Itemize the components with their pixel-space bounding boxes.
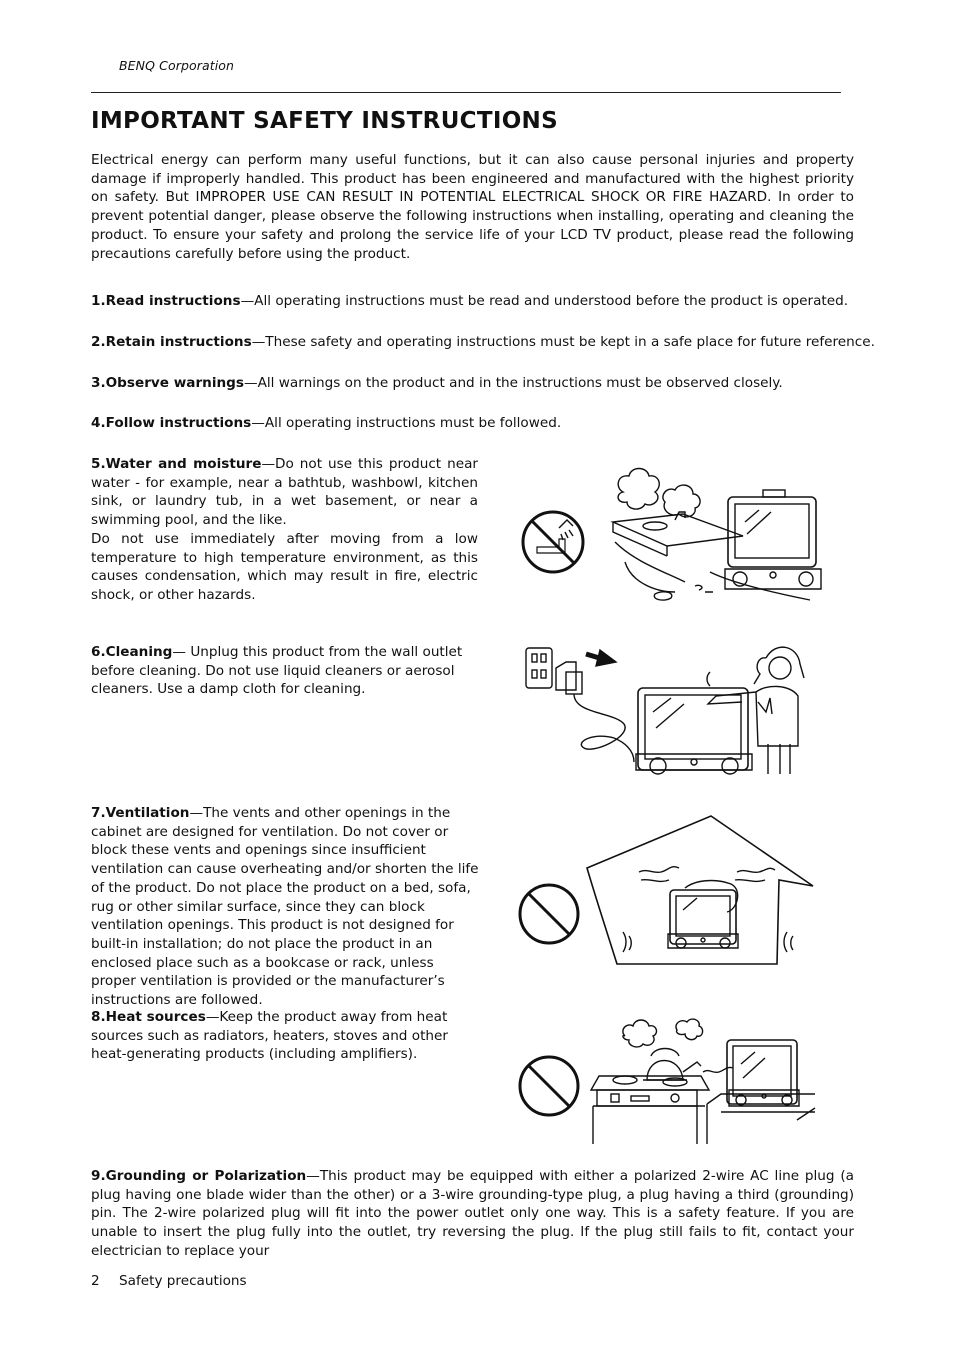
instruction-heading: 8.Heat sources xyxy=(91,1009,206,1025)
water-moisture-illustration xyxy=(515,462,825,607)
instruction-text-2: Do not use immediately after moving from a low temperature to high temperature environment, as this causes condensation, which may result in fire, electric shock, or other hazards. xyxy=(91,530,478,603)
instruction-heading: 7.Ventilation xyxy=(91,805,190,821)
page-title: IMPORTANT SAFETY INSTRUCTIONS xyxy=(91,108,558,134)
instruction-heading: 1.Read instructions xyxy=(91,293,241,309)
page-footer xyxy=(91,1273,247,1289)
prohibition-icon xyxy=(520,885,578,943)
intro-paragraph: Electrical energy can perform many useful functions, but it can also cause personal injuries and property damage if improperly handled. This product has been engineered and manufactured with the highest priority on safety. But IMPROPER USE CAN RESULT IN POTENTIAL ELECTRICAL SHOCK OR FIRE HAZARD. In order to prevent potential danger, please observe the following instructions when installing, operating and cleaning the product. To ensure your safety and prolong the service life of your LCD TV product, please read the following precautions carefully before using the product. xyxy=(91,152,854,262)
tv-icon xyxy=(636,688,752,774)
instruction-text: —All operating instructions must be read and understood before the product is operated. xyxy=(240,293,849,309)
instruction-2 xyxy=(91,333,875,352)
tv-icon xyxy=(725,490,821,589)
instruction-text: —All warnings on the product and in the instructions must be observed closely. xyxy=(244,375,783,391)
header-divider xyxy=(91,92,841,93)
instruction-3 xyxy=(91,374,854,393)
instruction-heading: 5.Water and moisture xyxy=(91,456,262,472)
instruction-text: —The vents and other openings in the cabinet are designed for ventilation. Do not cover or block these vents and openings since insufficient ventilation can cause overheating and/or shorten the life of the product. Do not place the product on a bed, sofa, rug or other similar surface, since they can block ventilation openings. This product is not designed for built-in installation; do not place the product in an enclosed place such as a bookcase or rack, unless proper ventilation is provided or the manufacturer’s instructions are followed. xyxy=(91,805,479,1009)
instruction-heading: 4.Follow instructions xyxy=(91,415,252,431)
instruction-text: —Do not use this product near water - for example, near a bathtub, washbowl, kitchen sink, or laundry tub, in a wet basement, or near a swimming pool, and the like. xyxy=(91,456,478,529)
tv-icon xyxy=(668,881,738,948)
prohibition-icon xyxy=(520,1057,578,1115)
page-number: 2 xyxy=(91,1273,100,1289)
instruction-heading: 9.Grounding or Polarization xyxy=(91,1168,307,1184)
kettle-icon xyxy=(643,1049,701,1081)
person-icon xyxy=(708,647,804,774)
arrow-icon xyxy=(586,650,616,666)
instruction-heading: 3.Observe warnings xyxy=(91,375,245,391)
instruction-text: — Unplug this product from the wall outlet before cleaning. Do not use liquid cleaners or aerosol cleaners. Use a damp cloth for cleaning. xyxy=(91,644,463,698)
ventilation-illustration xyxy=(515,812,820,972)
heat-sources-illustration xyxy=(515,1016,820,1148)
tv-icon xyxy=(727,1040,799,1106)
footer-section: Safety precautions xyxy=(119,1273,247,1289)
instruction-9 xyxy=(91,1167,854,1259)
instruction-text: —This product may be equipped with either a polarized 2-wire AC line plug (a plug having one blade wider than the other) or a 3-wire grounding-type plug, a plug having a third (grounding) pin. The 2-wire polarized plug will fit into the power outlet only one way. This is a safety feature. If you are unable to insert the plug fully into the outlet, try reversing the plug. If the plug still fails to fit, contact your electrician to replace your xyxy=(91,1168,854,1259)
instruction-1 xyxy=(91,292,854,311)
header-company: BENQ Corporation xyxy=(119,58,235,73)
prohibition-icon xyxy=(523,512,583,572)
instruction-5 xyxy=(91,455,478,605)
instruction-heading: 6.Cleaning xyxy=(91,644,173,660)
instruction-text: —Keep the product away from heat sources such as radiators, heaters, stoves and other heat-generating products (including amplifiers). xyxy=(91,1009,448,1063)
instruction-7 xyxy=(91,804,479,1010)
instruction-text: —These safety and operating instructions must be kept in a safe place for future reference. xyxy=(251,334,875,350)
instruction-4 xyxy=(91,414,854,433)
cleaning-illustration xyxy=(518,632,808,777)
instruction-text: —All operating instructions must be followed. xyxy=(251,415,562,431)
instruction-heading: 2.Retain instructions xyxy=(91,334,252,350)
wall-outlet-icon xyxy=(526,648,552,688)
instruction-6 xyxy=(91,643,466,699)
instruction-8 xyxy=(91,1008,471,1064)
